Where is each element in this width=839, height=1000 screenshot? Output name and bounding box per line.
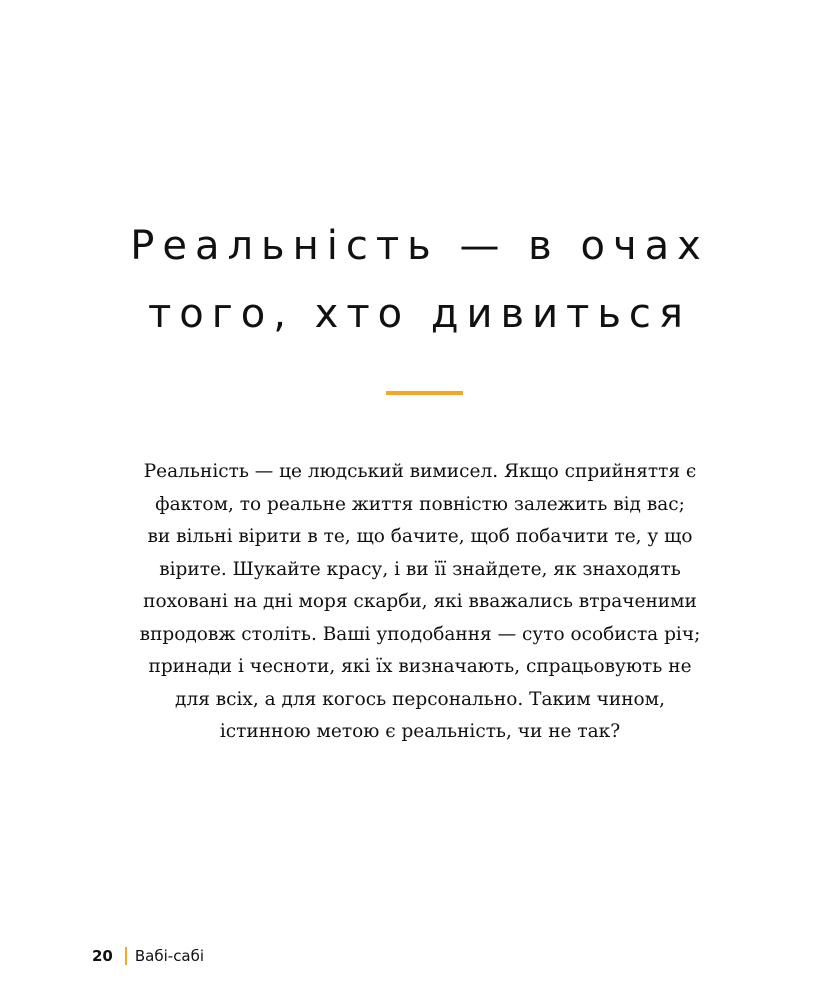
chapter-title — [0, 212, 839, 348]
body-line: поховані на дні моря скарби, які вважались втраченими — [143, 591, 697, 612]
page-footer — [92, 944, 204, 968]
body-line: фактом, то реальне життя повністю залежить від вас; — [155, 493, 685, 515]
footer-separator — [125, 947, 127, 965]
accent-divider — [386, 391, 463, 395]
body-line: для всіх, а для когось персонально. Таким чином, — [175, 688, 665, 710]
chapter-title-line: того, хто дивиться — [147, 291, 691, 337]
body-paragraph — [120, 456, 720, 749]
body-line: вірите. Шукайте красу, і ви її знайдете, як знаходять — [159, 558, 681, 580]
body-line: ви вільні вірити в те, що бачите, щоб побачити те, у що — [147, 526, 693, 547]
body-line: принади і чесноти, які їх визначають, спрацьовують не — [148, 656, 692, 677]
body-line: Реальність — це людський вимисел. Якщо сприйняття є — [143, 461, 697, 482]
running-book-title: Вабі-сабі — [134, 947, 205, 965]
chapter-title-line: Реальність — в очах — [130, 223, 709, 269]
page-number: 20 — [92, 947, 113, 965]
body-line: істинною метою є реальність, чи не так? — [219, 721, 621, 742]
body-line: впродовж століть. Ваші уподобання — суто особиста річ; — [139, 623, 701, 645]
